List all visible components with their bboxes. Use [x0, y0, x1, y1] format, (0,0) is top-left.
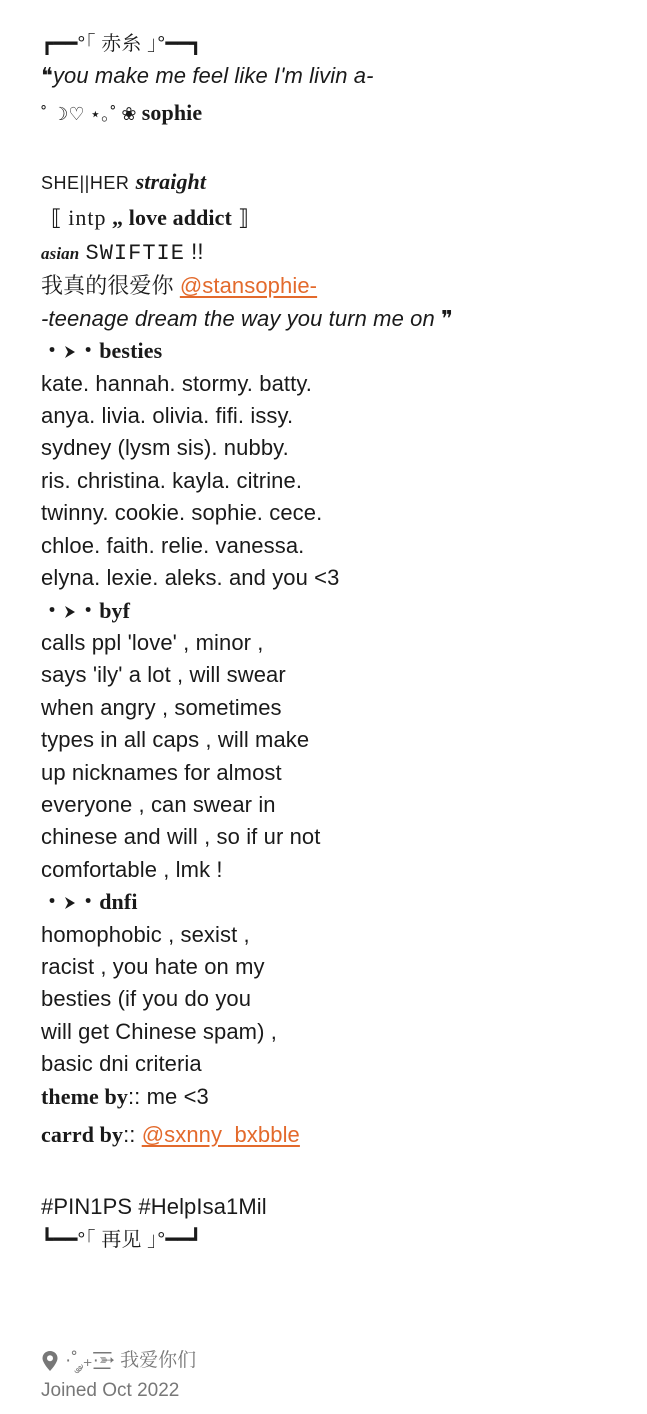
section-title-dnfi [41, 886, 631, 918]
carrd-sep: :: [123, 1122, 142, 1147]
spacer [41, 130, 631, 166]
mbti-bracket-open: ⟦ [51, 204, 69, 230]
byf-line: chinese and will , so if ur not [41, 824, 321, 850]
theme-value: :: me <3 [127, 1083, 209, 1109]
dnfi-list [41, 919, 631, 1081]
bio-header-top: ┏━━°｢ 赤糸 ｣°━━┓ [41, 33, 202, 55]
mbti-sep: „ [106, 204, 129, 230]
display-name: sophie [141, 99, 203, 125]
besties-line: elyna. lexie. aleks. and you <3 [41, 565, 340, 591]
bio-header-bottom: ┗━━°｢ 再见 ｣°━━┛ [41, 1228, 202, 1251]
profile-meta [41, 1346, 631, 1406]
besties-line: twinny. cookie. sophie. cece. [41, 500, 323, 526]
name-decoration: ˚ ☽♡ ⋆｡˚ ❀ [41, 103, 142, 124]
carrd-label: carrd by [41, 1122, 124, 1147]
byf-title: byf [99, 597, 131, 623]
byf-line: when angry , sometimes [41, 694, 282, 720]
byf-line: says 'ily' a lot , will swear [41, 662, 286, 688]
swiftie-suffix: !! [184, 239, 204, 265]
besties-line: chloe. faith. relie. vanessa. [41, 532, 305, 558]
map-pin-icon [41, 1350, 59, 1372]
swiftie-word: SWIFTIE [85, 241, 185, 267]
dnfi-line: homophobic , sexist , [41, 921, 250, 947]
heart-arrow-icon [63, 896, 77, 910]
carrd-credit [41, 1119, 631, 1151]
section-bullet-left: ・ [41, 338, 64, 364]
theme-label: theme by [41, 1083, 128, 1109]
section-bullet-left: ・ [41, 889, 64, 915]
besties-list [41, 368, 631, 595]
dnfi-line: racist , you hate on my [41, 953, 265, 979]
byf-line: everyone , can swear in [41, 791, 276, 817]
hashtags[interactable]: #PIN1PS #HelpIsa1Mil [41, 1194, 267, 1220]
section-bullet-left: ・ [41, 597, 64, 623]
byf-line: calls ppl 'love' , minor , [41, 629, 264, 655]
joined-date: Joined Oct 2022 [41, 1380, 180, 1401]
besties-line: ris. christina. kayla. citrine. [41, 467, 303, 493]
bio-mbti-line [41, 202, 631, 234]
besties-line: anya. livia. olivia. fifi. issy. [41, 403, 294, 429]
bio-love-line [41, 270, 631, 302]
bio-pronouns-line [41, 166, 631, 199]
dnfi-line: besties (if you do you [41, 986, 252, 1012]
besties-line: sydney (lysm sis). nubby. [41, 435, 289, 461]
asian-word: asian [41, 244, 80, 264]
pronouns: SHE||HER [41, 173, 130, 194]
byf-line: up nicknames for almost [41, 759, 282, 785]
location-row [41, 1346, 631, 1376]
section-bullet-right: ・ [77, 889, 100, 915]
mbti-suffix: love addict [128, 204, 232, 230]
heart-arrow-icon [63, 605, 77, 619]
quote-close-mark: ❞ [441, 305, 453, 331]
dnfi-title: dnfi [99, 889, 138, 915]
bio-quote-line-2 [41, 303, 631, 335]
section-title-byf [41, 595, 631, 627]
section-bullet-right: ・ [77, 597, 100, 623]
byf-line: types in all caps , will make [41, 727, 310, 753]
location-text: ·˚ ༘₊·͟͟͟͟͟͟͞͞͞͞͞͞➳ 我爱你们 [65, 1350, 197, 1371]
besties-line: kate. hannah. stormy. batty. [41, 370, 313, 396]
quote-text-2: -teenage dream the way you turn me on [41, 305, 442, 331]
bio-name-line [41, 97, 631, 130]
sxnny-mention-link[interactable]: @sxnny_bxbble [141, 1122, 300, 1147]
dnfi-line: basic dni criteria [41, 1051, 202, 1077]
byf-list [41, 627, 631, 886]
orientation: straight [135, 169, 207, 195]
stansophie-mention-link[interactable]: @stansophie- [179, 273, 318, 299]
byf-line: comfortable , lmk ! [41, 856, 223, 882]
bio-swiftie-line [41, 236, 631, 270]
love-cn-text: 我真的很爱你 [41, 273, 180, 299]
section-bullet-right: ・ [77, 338, 100, 364]
mbti-bracket-close: ⟧ [231, 204, 250, 230]
heart-arrow-icon [63, 345, 77, 359]
mbti-type: intp [68, 204, 107, 230]
besties-title: besties [99, 338, 163, 364]
bio-quote-line-1 [41, 60, 631, 92]
theme-credit [41, 1081, 631, 1113]
profile-bio [41, 28, 631, 1256]
section-title-besties [41, 335, 631, 367]
spacer [41, 1151, 631, 1191]
dnfi-line: will get Chinese spam) , [41, 1018, 277, 1044]
quote-text-1: you make me feel like I'm livin a- [52, 63, 374, 89]
quote-open-mark: ❝ [41, 63, 53, 89]
